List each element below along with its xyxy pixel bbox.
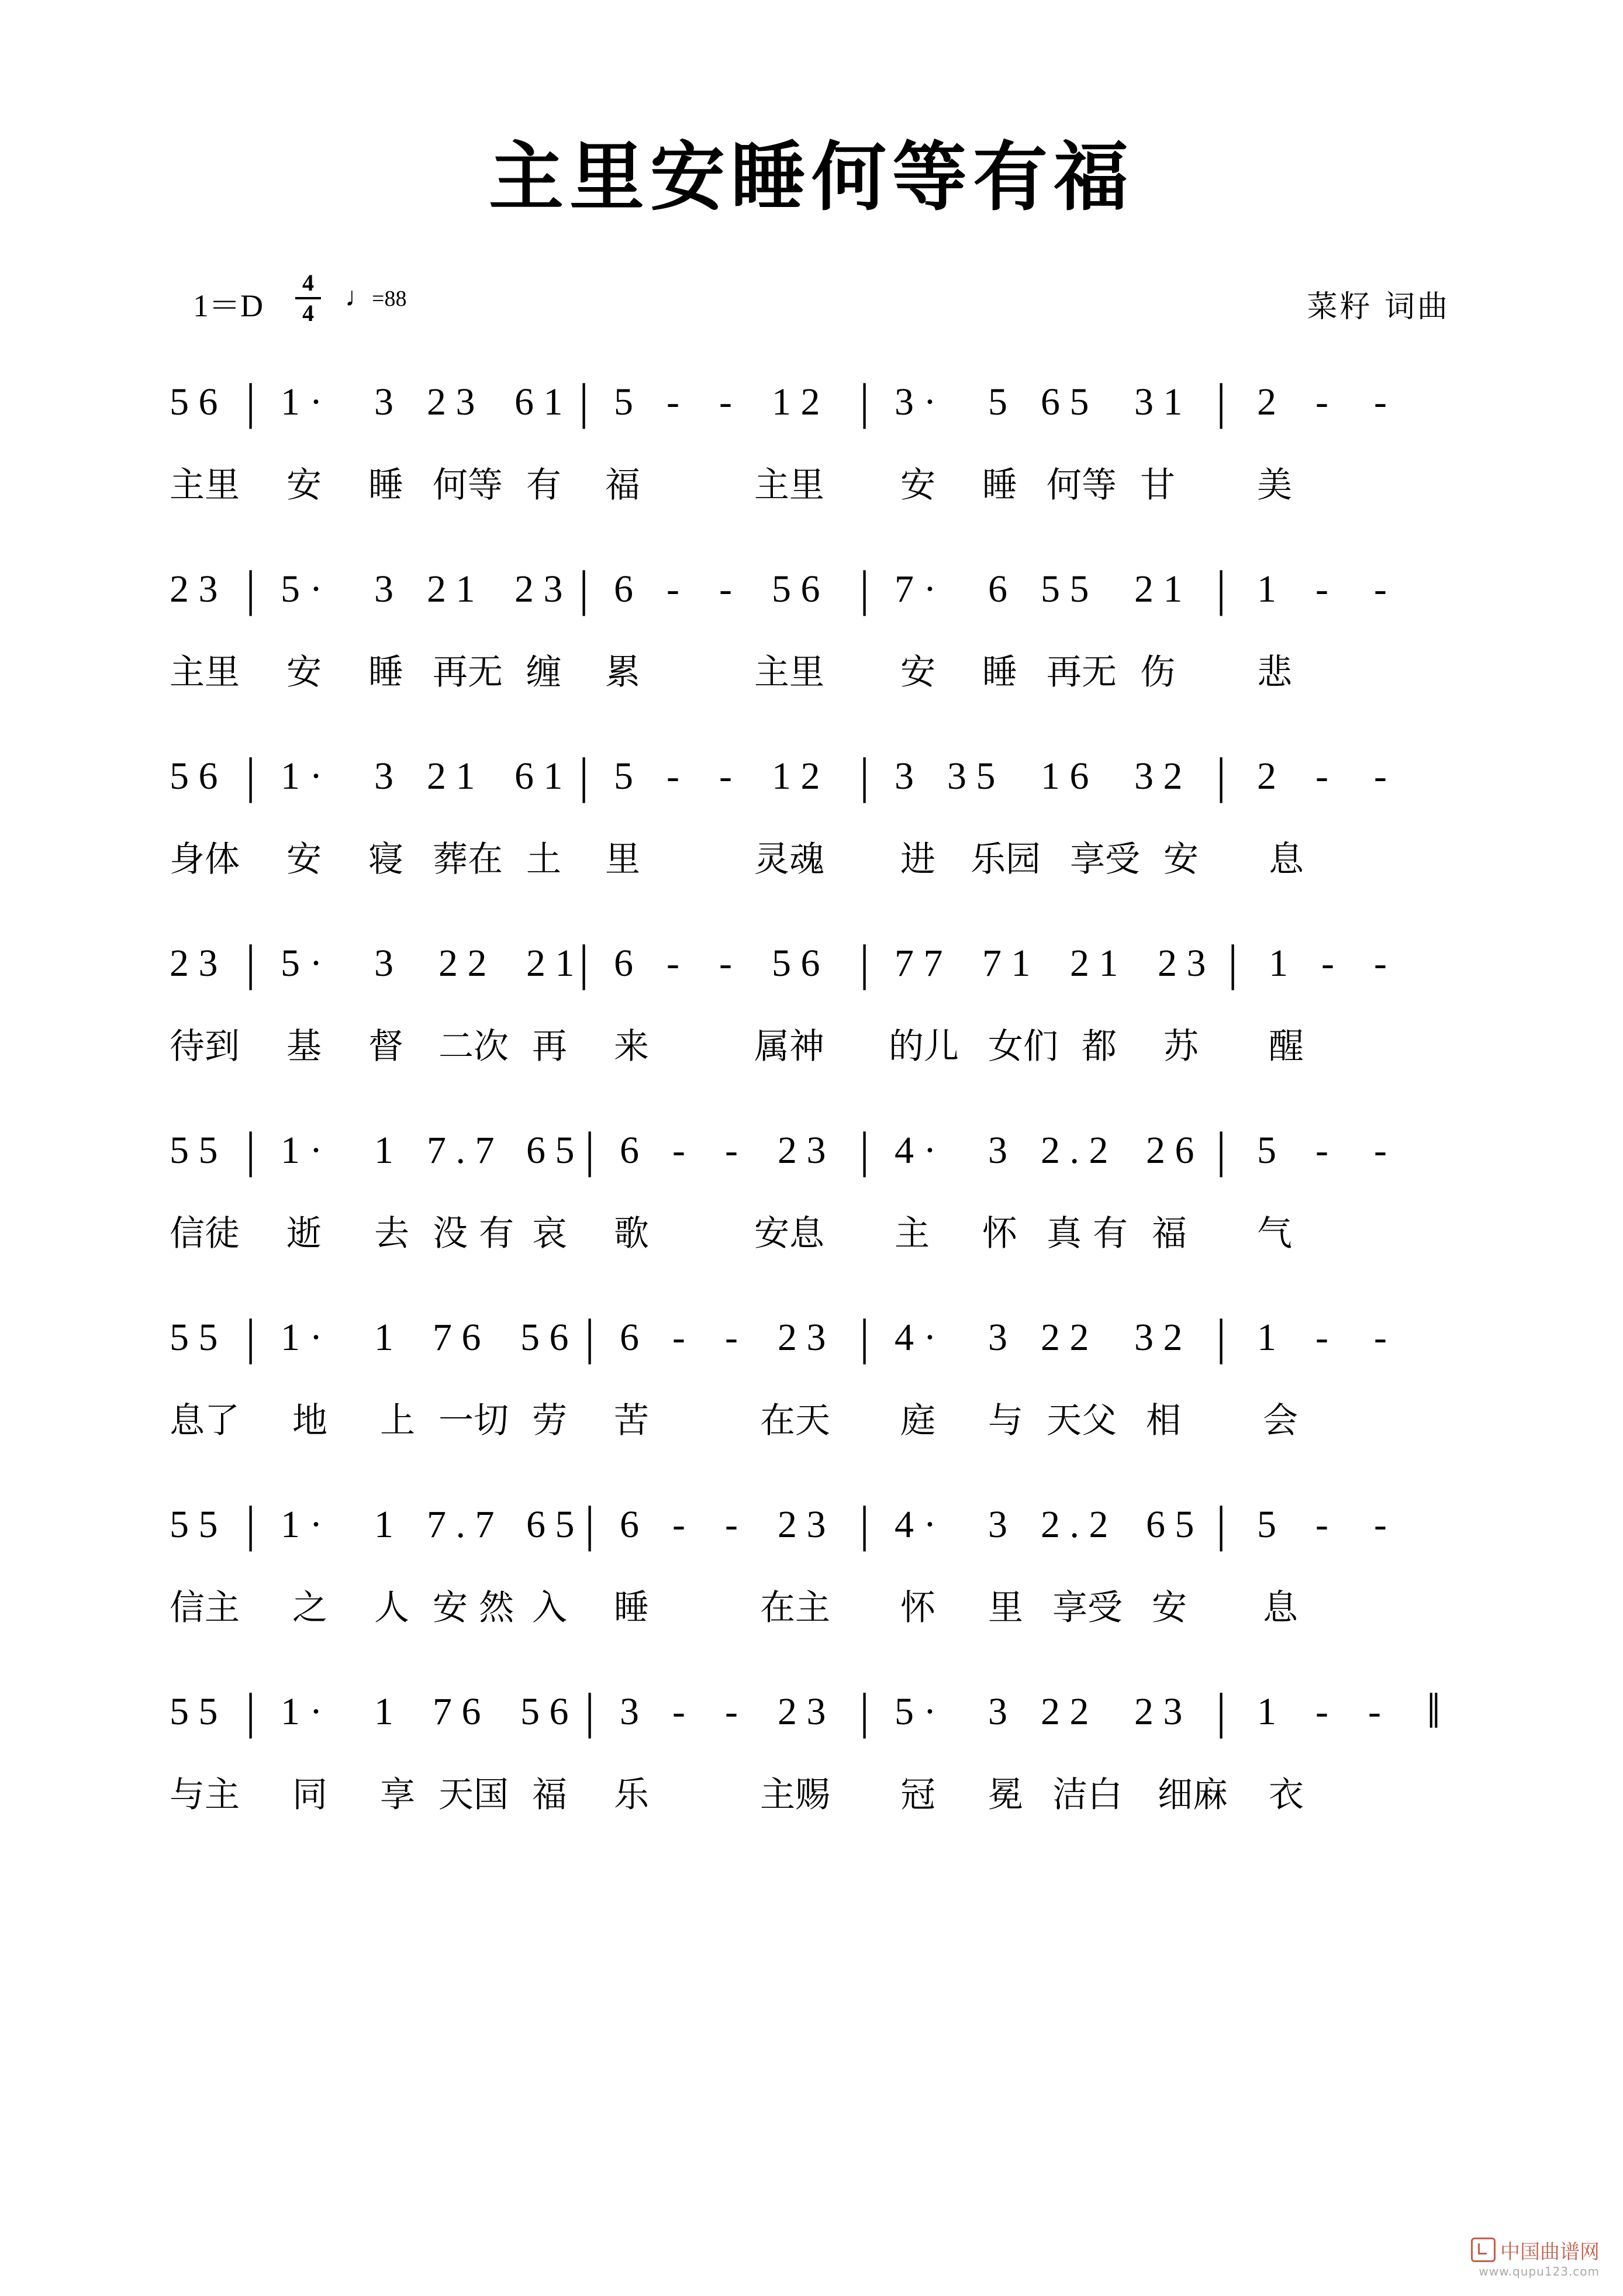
lyric-token: 息了 [170,1400,240,1441]
note-token: 7 · [895,568,937,610]
lyric-token: 的儿 [889,1026,959,1067]
note-token: 7 7 [895,942,943,985]
barline: | [246,747,256,803]
lyric-token: 灵魂 [754,839,824,880]
barline: | [246,560,256,616]
barline: | [859,1496,870,1552]
note-token: 2 . 2 [1041,1129,1109,1172]
barline: | [246,373,256,429]
note-token: 7 . 7 [427,1129,495,1172]
lyric-token: 真 有 [1047,1213,1128,1254]
lyric-token: 享受 [1070,839,1140,880]
lyric-token: 基 [286,1026,322,1067]
lyric-token: 庭 [900,1400,935,1441]
time-signature-divider [295,297,321,299]
barline: | [1216,1121,1227,1178]
barline: | [859,1683,870,1739]
note-token: 5 6 [170,381,218,423]
barline: | [859,934,870,990]
lyric-token: 享受 [1052,1587,1123,1628]
note-token: - [1374,1316,1387,1359]
lyric-token: 伤 [1140,652,1175,693]
barline: | [859,747,870,803]
barline: | [579,934,589,990]
tempo-marking [345,281,406,313]
lyric-token: 悲 [1257,652,1292,693]
music-system [170,1123,1479,1310]
note-token: 3 [988,1316,1007,1359]
note-token: 6 1 [514,381,563,423]
lyric-token: 哀 [532,1213,567,1254]
note-token: 3 1 [1134,381,1183,423]
time-signature-numerator: 4 [302,270,314,296]
note-token: 6 [614,942,633,985]
note-token: 5 6 [520,1690,569,1733]
lyric-token: 再 [532,1026,567,1067]
lyric-token: 再无 [1047,652,1117,693]
tempo-equals: = [372,286,385,311]
music-system [170,935,1479,1123]
note-token: 1 2 [772,381,820,423]
lyric-token: 安 [900,652,935,693]
note-token: 2 3 [778,1129,826,1172]
lyrics-line [170,1397,1479,1462]
lyric-token: 主 [895,1213,930,1254]
lyric-token: 里 [988,1587,1023,1628]
note-token: - [725,1690,738,1733]
lyric-token: 美 [1257,465,1292,506]
note-token: 6 5 [1146,1503,1194,1546]
barline: | [1228,934,1238,990]
lyrics-line [170,836,1479,900]
lyric-token: 醒 [1269,1026,1304,1067]
note-token: - [719,568,732,610]
barline: | [246,1683,256,1739]
watermark [1471,2236,1600,2278]
note-token: 5 6 [520,1316,569,1359]
lyric-token: 缠 [526,652,561,693]
lyric-token: 安 [286,839,322,880]
note-token: - [667,942,679,985]
barline: | [1216,1683,1227,1739]
lyric-token: 气 [1257,1213,1292,1254]
note-token: 6 5 [526,1503,575,1546]
key-signature: 1＝D [193,288,263,323]
lyric-token: 安 [286,652,322,693]
note-token: - [1315,1690,1328,1733]
notation-line [170,748,1479,836]
note-token: 6 5 [1041,381,1089,423]
note-token: 7 6 [433,1316,481,1359]
lyric-token: 何等 [1047,465,1117,506]
lyric-token: 睡 [368,652,403,693]
note-token: 2 1 [1134,568,1183,610]
barline: | [246,1121,256,1178]
lyrics-line [170,649,1479,713]
lyric-token: 寝 [368,839,403,880]
note-token: 3 [374,942,393,985]
barline: | [859,373,870,429]
lyric-token: 睡 [982,465,1017,506]
note-token: 1 [1257,568,1276,610]
notation-line [170,1497,1479,1584]
lyric-token: 福 [605,465,640,506]
note-token: 6 [620,1503,639,1546]
lyric-token: 女们 [988,1026,1058,1067]
lyric-token: 怀 [900,1587,935,1628]
note-token: 2 1 [427,568,475,610]
note-token: 3 [988,1690,1007,1733]
lyric-token: 安 [286,465,322,506]
note-token: 3 [895,755,914,797]
note-token: 1 [374,1503,393,1546]
lyric-token: 葬在 [433,839,503,880]
note-token: - [1374,568,1387,610]
note-token: 1 · [281,755,323,797]
lyric-token: 睡 [614,1587,649,1628]
note-token: - [1315,1129,1328,1172]
lyric-token: 身体 [170,839,240,880]
note-token: 2 3 [427,381,475,423]
note-token: - [725,1129,738,1172]
barline: | [579,560,589,616]
note-token: 2 1 [526,942,575,985]
note-token: - [719,755,732,797]
lyric-token: 入 [532,1587,567,1628]
lyric-token: 会 [1263,1400,1298,1441]
lyrics-line [170,1772,1479,1836]
note-token: 5 [614,755,633,797]
note-token: 1 · [281,381,323,423]
note-token: 3 [988,1129,1007,1172]
note-token: 4 · [895,1503,937,1546]
note-token: - [672,1690,685,1733]
lyrics-line [170,1023,1479,1087]
note-token: 7 1 [982,942,1031,985]
lyric-token: 进 [900,839,935,880]
note-token: 5 6 [772,568,820,610]
note-token: - [725,1316,738,1359]
note-token: 1 [374,1690,393,1733]
lyric-token: 享 [380,1774,415,1815]
lyric-token: 再无 [433,652,503,693]
note-token: 6 1 [514,755,563,797]
note-token: - [672,1503,685,1546]
lyric-token: 安 然 [433,1587,514,1628]
lyric-token: 劳 [532,1400,567,1441]
note-token: 2 2 [438,942,487,985]
barline: | [585,1308,595,1365]
music-system [170,561,1479,748]
lyric-token: 信徒 [170,1213,240,1254]
lyric-token: 地 [292,1400,327,1441]
note-token: - [667,568,679,610]
barline: | [859,560,870,616]
notation-line [170,374,1479,462]
note-token: 6 5 [526,1129,575,1172]
note-token: 2 3 [1134,1690,1183,1733]
note-token: 2 3 [1158,942,1206,985]
lyric-token: 歌 [614,1213,649,1254]
note-token: 5 6 [772,942,820,985]
tempo-bpm: 88 [384,286,407,311]
note-token: 1 · [281,1503,323,1546]
lyric-token: 上 [380,1400,415,1441]
note-token: 5 [614,381,633,423]
note-token: 3 5 [947,755,996,797]
lyric-token: 洁白 [1052,1774,1123,1815]
music-system [170,374,1479,561]
note-token: 3 [374,755,393,797]
note-token: 2 [1257,381,1276,423]
lyric-token: 细麻 [1158,1774,1228,1815]
time-signature-denominator: 4 [302,300,314,326]
lyric-token: 同 [292,1774,327,1815]
score-header [193,270,1450,327]
lyric-token: 没 有 [433,1213,514,1254]
lyric-token: 相 [1146,1400,1181,1441]
note-token: - [1315,755,1328,797]
lyric-token: 去 [374,1213,409,1254]
note-token: 5 5 [170,1129,218,1172]
note-token: 3 2 [1134,755,1183,797]
note-token: 2 1 [427,755,475,797]
note-token: 2 3 [778,1690,826,1733]
note-token: 4 · [895,1129,937,1172]
lyric-token: 安息 [754,1213,824,1254]
lyric-token: 息 [1269,839,1304,880]
lyric-token: 安 [900,465,935,506]
music-system [170,1497,1479,1684]
note-token: 1 · [281,1690,323,1733]
lyric-token: 怀 [982,1213,1017,1254]
note-token: 2 2 [1041,1316,1089,1359]
note-token: 2 3 [778,1503,826,1546]
note-token: 5 [1257,1129,1276,1172]
barline: | [1216,373,1227,429]
lyric-token: 主里 [754,652,824,693]
lyrics-line [170,1210,1479,1275]
note-token: - [1315,1503,1328,1546]
note-token: - [1374,942,1387,985]
lyric-token: 信主 [170,1587,240,1628]
note-token: 1 [1257,1690,1276,1733]
note-token: - [1315,1316,1328,1359]
note-token: - [672,1129,685,1172]
note-token: 1 [374,1316,393,1359]
note-token: 3 [374,381,393,423]
lyric-token: 人 [374,1587,409,1628]
composer-credit: 菜籽 词曲 [1307,289,1450,324]
note-token: 5 5 [1041,568,1089,610]
note-token: 6 [620,1129,639,1172]
lyric-token: 累 [605,652,640,693]
note-token: 6 [988,568,1007,610]
note-token: - [1374,1503,1387,1546]
note-token: 1 [1257,1316,1276,1359]
lyric-token: 主赐 [760,1774,830,1815]
lyric-token: 与 [988,1400,1023,1441]
note-token: 2 3 [170,568,218,610]
lyric-token: 天父 [1047,1400,1117,1441]
note-token: 5 6 [170,755,218,797]
lyric-token: 与主 [170,1774,240,1815]
note-token: 5 · [281,942,323,985]
lyric-token: 何等 [433,465,503,506]
time-signature [295,270,321,326]
note-token: 3 [374,568,393,610]
watermark-brand: 中国曲谱网 [1500,2240,1600,2264]
lyrics-line [170,1584,1479,1649]
note-token: - [1315,568,1328,610]
lyrics-line [170,462,1479,526]
music-system [170,1684,1479,1871]
lyric-token: 土 [526,839,561,880]
note-token: 5 · [281,568,323,610]
lyric-token: 睡 [982,652,1017,693]
note-token: 1 · [281,1129,323,1172]
note-token: 4 · [895,1316,937,1359]
note-token: - [1374,755,1387,797]
note-token: - [1374,381,1387,423]
barline: | [579,747,589,803]
note-token: 2 3 [778,1316,826,1359]
lyric-token: 安 [1163,839,1199,880]
note-token: 6 [620,1316,639,1359]
lyric-token: 乐园 [971,839,1041,880]
note-token: 2 1 [1070,942,1118,985]
lyric-token: 有 [526,465,561,506]
note-token: 2 2 [1041,1690,1089,1733]
lyric-token: 主里 [170,652,240,693]
note-token: - [719,942,732,985]
note-token: 3 [988,1503,1007,1546]
note-token: - [719,381,732,423]
notation-line [170,935,1479,1023]
note-token: 3 · [895,381,937,423]
note-token: - [1315,381,1328,423]
music-systems [170,374,1479,1871]
lyric-token: 主里 [170,465,240,506]
barline: | [585,1683,595,1739]
note-token: - [1374,1129,1387,1172]
barline: | [859,1308,870,1365]
lyric-token: 待到 [170,1026,240,1067]
note-token: - [1368,1690,1381,1733]
note-token: - [667,755,679,797]
lyric-token: 冠 [900,1774,935,1815]
lyric-token: 睡 [368,465,403,506]
watermark-logo-icon [1471,2238,1496,2262]
barline: | [246,934,256,990]
note-token: 5 [988,381,1007,423]
lyric-token: 衣 [1269,1774,1304,1815]
barline: | [246,1308,256,1365]
lyric-token: 苦 [614,1400,649,1441]
lyric-token: 安 [1152,1587,1187,1628]
note-token: 5 5 [170,1690,218,1733]
lyric-token: 主里 [754,465,824,506]
lyric-token: 一切 [438,1400,509,1441]
note-token: 5 · [895,1690,937,1733]
notation-line [170,1684,1479,1772]
lyric-token: 息 [1263,1587,1298,1628]
note-token: - [725,1503,738,1546]
barline: | [1216,1308,1227,1365]
lyric-token: 里 [605,839,640,880]
barline: | [585,1496,595,1552]
note-token: - [1321,942,1334,985]
note-token: 2 3 [514,568,563,610]
barline: | [1216,747,1227,803]
notation-line [170,1123,1479,1210]
note-token: 2 6 [1146,1129,1194,1172]
lyric-token: 乐 [614,1774,649,1815]
note-token: 2 [1257,755,1276,797]
lyric-token: 二次 [438,1026,509,1067]
lyric-token: 属神 [754,1026,824,1067]
note-token: 3 2 [1134,1316,1183,1359]
music-system [170,748,1479,935]
lyric-token: 冕 [988,1774,1023,1815]
final-barline: ‖ [1427,1683,1434,1739]
note-token: - [667,381,679,423]
lyric-token: 督 [368,1026,403,1067]
note-token: 5 [1257,1503,1276,1546]
lyric-token: 福 [1152,1213,1187,1254]
lyric-token: 来 [614,1026,649,1067]
lyric-token: 都 [1082,1026,1117,1067]
note-token: 1 6 [1041,755,1089,797]
note-token: 2 3 [170,942,218,985]
lyric-token: 之 [292,1587,327,1628]
music-system [170,1310,1479,1497]
lyric-token: 苏 [1163,1026,1199,1067]
note-token: 7 6 [433,1690,481,1733]
page-title: 主里安睡何等有福 [488,133,1134,221]
note-token: 1 [374,1129,393,1172]
notation-line [170,561,1479,649]
lyric-token: 甘 [1140,465,1175,506]
lyric-token: 在主 [760,1587,830,1628]
barline: | [585,1121,595,1178]
barline: | [579,373,589,429]
note-token: - [672,1316,685,1359]
note-token: 1 [1269,942,1288,985]
lyric-token: 逝 [286,1213,322,1254]
note-token: 7 . 7 [427,1503,495,1546]
lyric-token: 天国 [438,1774,509,1815]
note-token: 6 [614,568,633,610]
note-token: 1 2 [772,755,820,797]
lyric-token: 在天 [760,1400,830,1441]
barline: | [246,1496,256,1552]
note-token: 2 . 2 [1041,1503,1109,1546]
lyric-token: 福 [532,1774,567,1815]
note-token: 5 5 [170,1316,218,1359]
quarter-note-icon: ♩ [345,282,372,312]
notation-line [170,1310,1479,1397]
note-token: 5 5 [170,1503,218,1546]
watermark-url: www.qupu123.com [1479,2264,1600,2278]
barline: | [1216,560,1227,616]
barline: | [859,1121,870,1178]
note-token: 1 · [281,1316,323,1359]
note-token: 3 [620,1690,639,1733]
barline: | [1216,1496,1227,1552]
